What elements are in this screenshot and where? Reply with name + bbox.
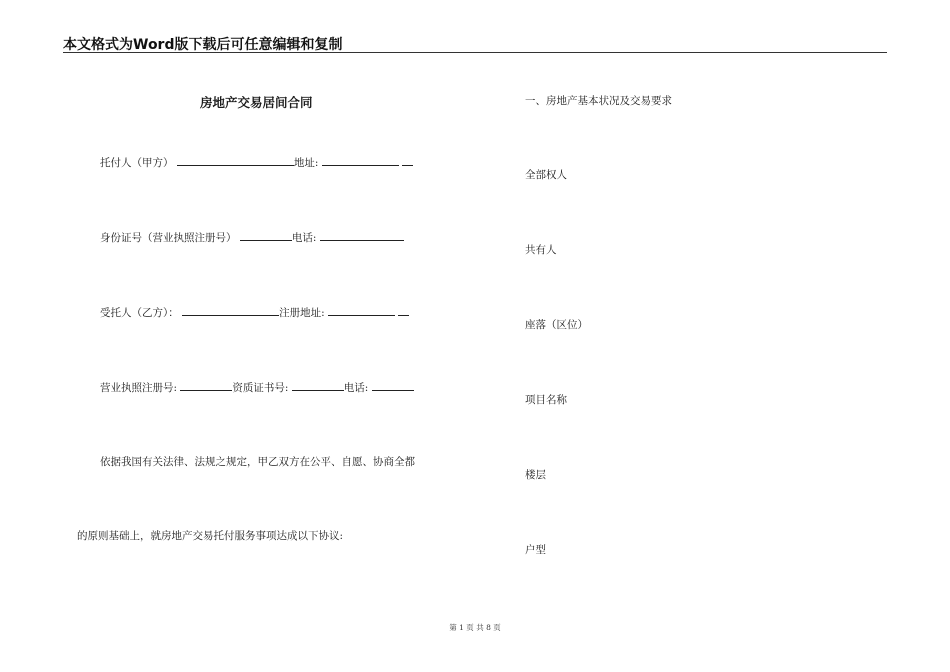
field-owner: 全部权人 (525, 169, 567, 181)
id-blank (240, 230, 292, 241)
principal-address-blank (322, 155, 399, 166)
principal-blank (177, 155, 294, 166)
principal-address-label: 地址: (293, 157, 319, 169)
principal-label: 托付人（甲方） (100, 157, 174, 169)
agent-address-blank-2 (398, 305, 409, 316)
field-floor: 楼层 (525, 469, 546, 481)
field-unit-type: 户型 (525, 544, 546, 556)
contract-title: 房地产交易居间合同 (200, 95, 313, 110)
id-label: 身份证号（营业执照注册号） (100, 232, 237, 244)
license-label: 营业执照注册号: (100, 382, 178, 394)
field-project-name: 项目名称 (525, 394, 567, 406)
agent-line (100, 305, 409, 320)
qualification-blank (292, 380, 344, 391)
section-title-property-status: 一、房地产基本状况及交易要求 (525, 95, 672, 107)
field-co-owner: 共有人 (525, 244, 557, 256)
principal-line (100, 155, 413, 170)
id-line (100, 230, 404, 245)
agent-address-blank (328, 305, 395, 316)
agent-address-label: 注册地址: (279, 307, 325, 319)
license-blank (180, 380, 232, 391)
license-line (100, 380, 414, 395)
principal-address-blank-2 (402, 155, 413, 166)
phone-label: 电话: (291, 232, 317, 244)
agent-label: 受托人（乙方）： (100, 307, 179, 319)
qualification-label: 资质证书号: (232, 382, 289, 394)
agent-phone-label: 电话: (343, 382, 369, 394)
page-number: 第 1 页 共 8 页 (449, 623, 501, 632)
phone-blank (320, 230, 404, 241)
agreement-paragraph-line-1: 依据我国有关法律、法规之规定，甲乙双方在公平、自愿、协商全都 (100, 456, 415, 468)
agent-phone-blank (372, 380, 414, 391)
field-location: 座落（区位） (525, 319, 588, 331)
agreement-paragraph-line-2: 的原则基础上，就房地产交易托付服务事项达成以下协议: (77, 530, 344, 542)
document-header-title: 本文格式为Word版下载后可任意编辑和复制 (63, 37, 343, 53)
agent-blank (182, 305, 279, 316)
header-divider (63, 52, 887, 53)
